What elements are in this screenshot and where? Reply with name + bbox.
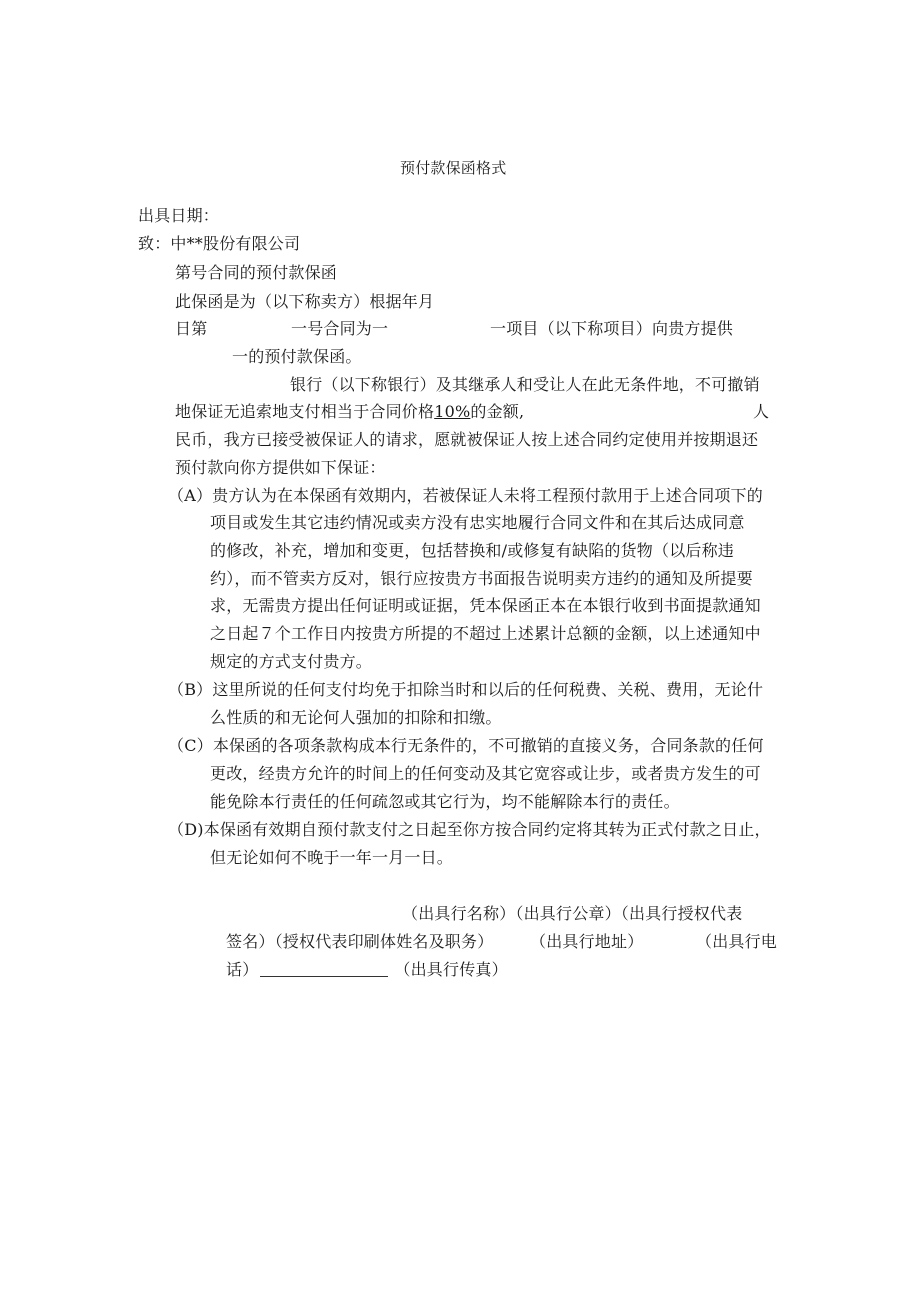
recipient-line: 致：中**股份有限公司 bbox=[138, 234, 301, 253]
price-percentage: 10% bbox=[434, 402, 471, 421]
body-line-2a: 地保证无追索地支付相当于合同价格 bbox=[175, 402, 435, 421]
intro-line-3: 一的预付款保函。 bbox=[232, 347, 362, 366]
intro-line-2b: 一号合同为一 bbox=[291, 319, 389, 338]
signature-line-2a: 签名）（授权代表印刷体姓名及职务） bbox=[226, 932, 494, 951]
intro-line-2a: 日第 bbox=[175, 319, 208, 338]
contract-subject: 第号合同的预付款保函 bbox=[175, 263, 338, 282]
clause-c-line: 更改，经贵方允许的时间上的任何变动及其它宽容或让步，或者贵方发生的可 bbox=[210, 764, 761, 783]
intro-line-2c: 一项目（以下称项目）向贵方提供 bbox=[490, 319, 734, 338]
body-line-3: 民币，我方已接受被保证人的请求，愿就被保证人按上述合同约定使用并按期退还 bbox=[175, 430, 759, 449]
signature-line-3b: （出具行传真） bbox=[394, 960, 508, 979]
signature-line-2c: （出具行电 bbox=[696, 932, 778, 951]
clause-d-line: 但无论如何不晚于一年一月一日。 bbox=[210, 848, 454, 867]
signature-line-1: （出具行名称）（出具行公章）（出具行授权代表 bbox=[402, 904, 743, 923]
clause-b-line: （B）这里所说的任何支付均免于扣除当时和以后的任何税费、关税、费用，无论什 bbox=[168, 680, 764, 699]
body-line-1: 银行（以下称银行）及其继承人和受让人在此无条件地，不可撤销 bbox=[290, 375, 760, 394]
clause-d-line: （D)本保函有效期自预付款支付之日起至你方按合同约定将其转为正式付款之日止， bbox=[168, 820, 771, 839]
body-line-2b: 的金额, bbox=[470, 402, 525, 421]
clause-a-line: 的修改，补充，增加和变更，包括替换和/或修复有缺陷的货物（以后称违 bbox=[210, 541, 734, 560]
issue-date-label: 出具日期： bbox=[138, 206, 220, 225]
clause-a-line: 求，无需贵方提出任何证明或证据，凭本保函正本在本银行收到书面提款通知 bbox=[210, 596, 761, 615]
clause-c-line: （C）本保函的各项条款构成本行无条件的，不可撤销的直接义务，合同条款的任何 bbox=[168, 736, 764, 755]
signature-line-3a: 话） bbox=[226, 960, 259, 979]
clause-a-line: （A）贵方认为在本保函有效期内，若被保证人未将工程预付款用于上述合同项下的 bbox=[168, 486, 763, 505]
signature-line-2b: （出具行地址） bbox=[530, 932, 644, 951]
body-line-4: 预付款向你方提供如下保证： bbox=[175, 458, 386, 477]
document-title: 预付款保函格式 bbox=[400, 159, 507, 177]
clause-a-line: 之日起７个工作日内按贵方所提的不超过上述累计总额的金额，以上述通知中 bbox=[210, 624, 761, 643]
body-line-2c: 人 bbox=[753, 402, 770, 421]
signature-line-3 bbox=[226, 959, 508, 981]
fill-in-blank-line bbox=[260, 962, 388, 977]
clause-a-line: 项目或发生其它违约情况或卖方没有忠实地履行合同文件和在其后达成同意 bbox=[210, 513, 745, 532]
clause-b-line: 么性质的和无论何人强加的扣除和扣缴。 bbox=[210, 708, 502, 727]
clause-a-line: 约），而不管卖方反对，银行应按贵方书面报告说明卖方违约的通知及所提要 bbox=[210, 569, 753, 588]
intro-line-1: 此保函是为（以下称卖方）根据年月 bbox=[175, 292, 435, 311]
body-line-2 bbox=[175, 401, 524, 423]
clause-c-line: 能免除本行责任的任何疏忽或其它行为，均不能解除本行的责任。 bbox=[210, 792, 680, 811]
clause-a-line: 规定的方式支付贵方。 bbox=[210, 652, 373, 671]
